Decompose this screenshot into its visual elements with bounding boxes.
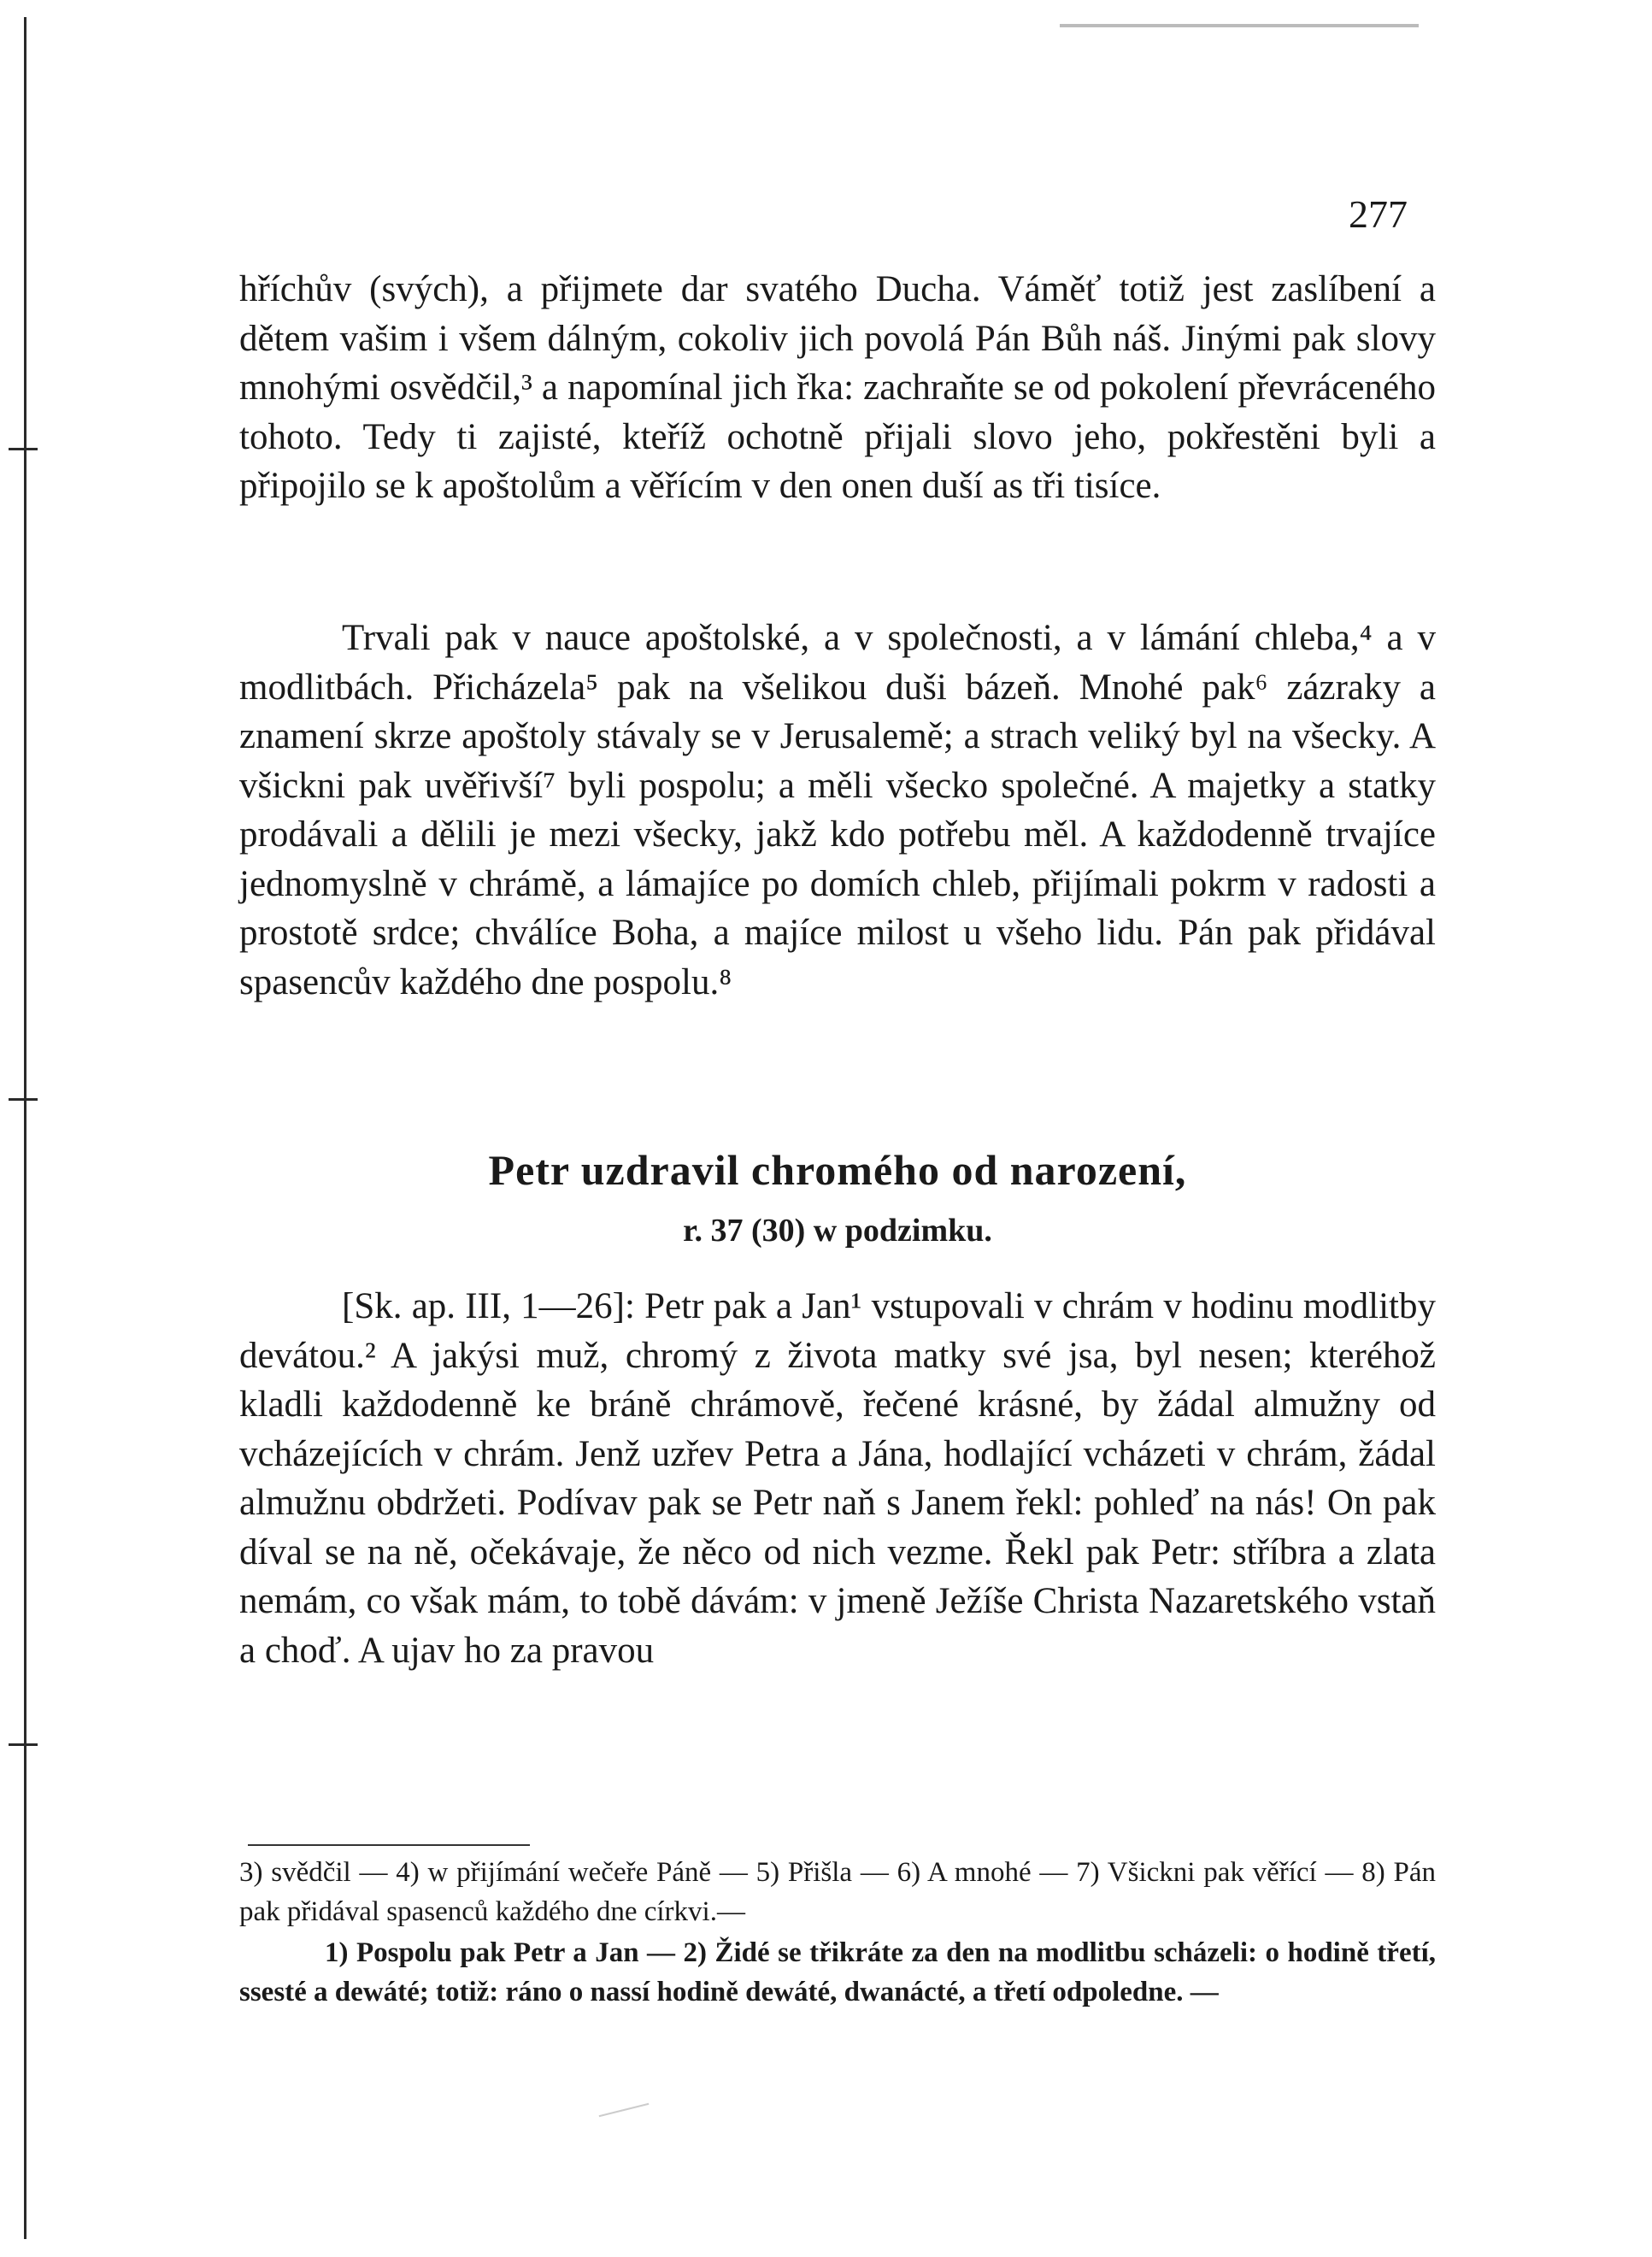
scan-mark: [9, 1743, 38, 1746]
paragraph-2: [239, 614, 1436, 1007]
page-number: 277: [1349, 192, 1408, 236]
footnotes-block-1: [239, 1853, 1436, 1931]
paragraph-1: [239, 265, 1436, 511]
section-subheading: r. 37 (30) w podzimku.: [683, 1213, 992, 1249]
paragraph-3: [239, 1282, 1436, 1675]
section-heading: Petr uzdravil chromého od narození,: [488, 1146, 1187, 1194]
paragraph-1-text: hříchův (svých), a přijmete dar svatého Ducha. Váměť totiž jest zaslíbení a dětem vašim i všem dálným, cokoliv jich povolá Pán Bůh náš. Jinými pak slovy mnohými osvědčil,³ a napomínal jich řka: zachraňte se od pokolení převráceného tohoto. Tedy ti zajisté, kteříž ochotně přijali slovo jeho, pokřestěni byli a připojilo se k apoštolům a věřícím v den onen duší as tři tisíce.: [239, 269, 1436, 506]
scan-mark: [9, 1098, 38, 1101]
paragraph-3-text: [Sk. ap. III, 1—26]: Petr pak a Jan¹ vstupovali v chrám v hodinu modlitby devátou.² A jakýsi muž, chromý z života matky své jsa, byl nesen; kteréhož kladli každodenně ke bráně chrámově, řečené krásné, by žádal almužny od vcházejících v chrám. Jenž uzřev Petra a Jána, hodlající vcházeti v chrám, žádal almužnu obdržeti. Podívav pak se Petr naň s Janem řekl: pohleď na nás! On pak díval se na ně, očekávaje, že něco od nich vezme. Řekl pak Petr: stříbra a zlata nemám, co však mám, to tobě dávám: v jmeně Ježíše Christa Nazaretského vstaň a choď. A ujav ho za pravou: [239, 1286, 1436, 1671]
scan-edge-top: [1060, 24, 1419, 27]
footnotes-text-1: 3) svědčil — 4) w přijímání wečeře Páně — 5) Přišla — 6) A mnohé — 7) Všickni pak věřící — 8) Pán pak přidával spasenců každého dne církvi.—: [239, 1857, 1436, 1927]
footnotes-text-2: 1) Pospolu pak Petr a Jan — 2) Židé se třikráte za den na modlitbu scházeli: o hodině třetí, ssesté a dewáté; totiž: ráno o nassí hodině dewáté, dwanácté, a třetí odpoledne. —: [239, 1937, 1436, 2007]
scan-edge-left: [24, 17, 26, 2239]
paragraph-2-text: Trvali pak v nauce apoštolské, a v společnosti, a v lámání chleba,⁴ a v modlitbách. Přicházela⁵ pak na všelikou duši bázeň. Mnohé pak⁶ zázraky a znamení skrze apoštoly stávaly se v Jerusalemě; a strach veliký byl na všecky. A všickni pak uvěřivší⁷ byli pospolu; a měli všecko společné. A majetky a statky prodávali a dělili je mezi všecky, jakž kdo potřebu měl. A každodenně trvajíce jednomyslně v chrámě, a lámajíce po domích chleb, přijímali pokrm v radosti a prostotě srdce; chválíce Boha, a majíce milost u všeho lidu. Pán pak přidával spasencův každého dne pospolu.⁸: [239, 618, 1436, 1002]
scan-smudge: [599, 2103, 650, 2117]
scan-mark: [9, 448, 38, 450]
footnote-divider: [248, 1844, 530, 1846]
footnotes-block-2: [239, 1933, 1436, 2012]
